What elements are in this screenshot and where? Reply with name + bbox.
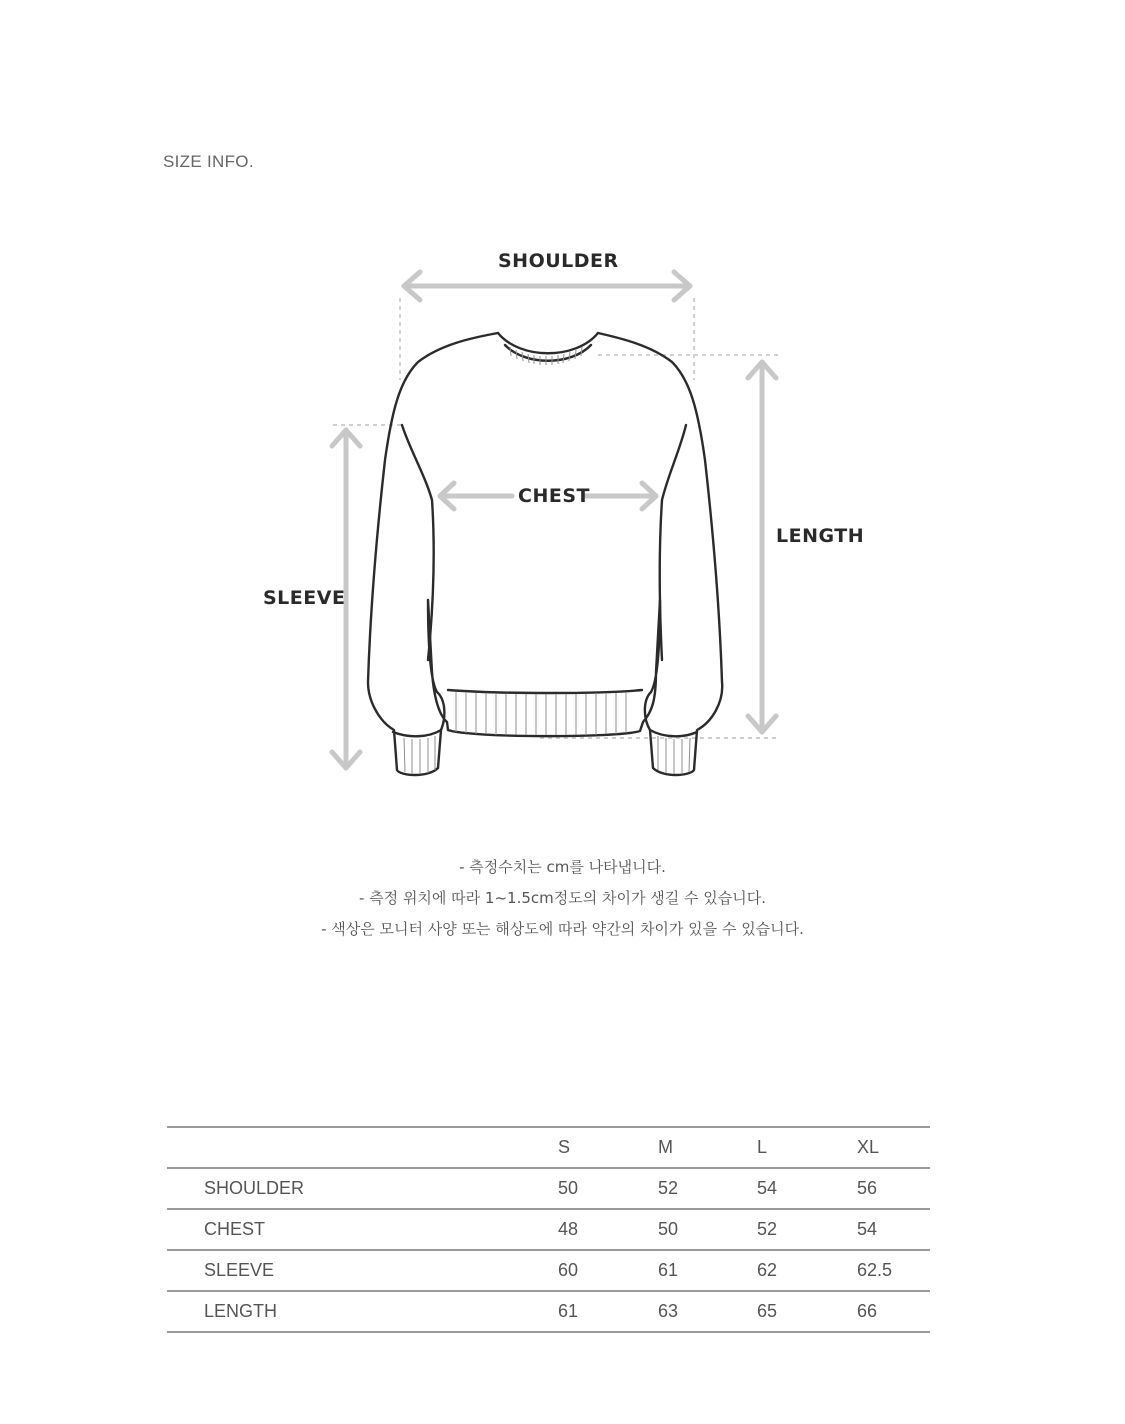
column-header-s: S bbox=[558, 1127, 658, 1168]
sweatshirt-outline bbox=[368, 333, 722, 775]
table-cell: 50 bbox=[558, 1168, 658, 1209]
note-line: - 측정수치는 cm를 나타냅니다. bbox=[459, 858, 666, 876]
table-cell: 61 bbox=[558, 1291, 658, 1332]
row-label: CHEST bbox=[167, 1209, 558, 1250]
length-arrow bbox=[748, 362, 776, 732]
table-cell: 61 bbox=[658, 1250, 757, 1291]
table-cell: 54 bbox=[757, 1168, 857, 1209]
page-title: SIZE INFO. bbox=[163, 152, 254, 171]
table-cell: 52 bbox=[658, 1168, 757, 1209]
row-label: SHOULDER bbox=[167, 1168, 558, 1209]
table-row bbox=[167, 1250, 930, 1291]
table-cell: 54 bbox=[857, 1209, 930, 1250]
note-line: - 색상은 모니터 사양 또는 해상도에 따라 약간의 차이가 있을 수 있습니다. bbox=[321, 920, 804, 938]
table-cell: 66 bbox=[857, 1291, 930, 1332]
table-cell: 62.5 bbox=[857, 1250, 930, 1291]
measurement-notes bbox=[0, 855, 1125, 948]
shoulder-arrow bbox=[404, 272, 690, 300]
table-header-empty bbox=[167, 1127, 558, 1168]
table-row bbox=[167, 1168, 930, 1209]
table-cell: 60 bbox=[558, 1250, 658, 1291]
chest-label: CHEST bbox=[518, 485, 590, 507]
length-label: LENGTH bbox=[776, 525, 865, 547]
table-header-row bbox=[167, 1127, 930, 1168]
column-header-xl: XL bbox=[857, 1127, 930, 1168]
table-cell: 63 bbox=[658, 1291, 757, 1332]
shoulder-label: SHOULDER bbox=[498, 250, 619, 272]
sleeve-label: SLEEVE bbox=[263, 587, 346, 609]
table-cell: 56 bbox=[857, 1168, 930, 1209]
column-header-l: L bbox=[757, 1127, 857, 1168]
table-cell: 65 bbox=[757, 1291, 857, 1332]
table-cell: 48 bbox=[558, 1209, 658, 1250]
table-cell: 62 bbox=[757, 1250, 857, 1291]
guide-lines bbox=[333, 298, 780, 738]
row-label: LENGTH bbox=[167, 1291, 558, 1332]
table-cell: 50 bbox=[658, 1209, 757, 1250]
table-row bbox=[167, 1209, 930, 1250]
column-header-m: M bbox=[658, 1127, 757, 1168]
table-cell: 52 bbox=[757, 1209, 857, 1250]
rib-texture bbox=[404, 347, 690, 774]
table-row bbox=[167, 1291, 930, 1332]
size-table bbox=[167, 1126, 930, 1333]
row-label: SLEEVE bbox=[167, 1250, 558, 1291]
note-line: - 측정 위치에 따라 1~1.5cm정도의 차이가 생길 수 있습니다. bbox=[359, 889, 766, 907]
